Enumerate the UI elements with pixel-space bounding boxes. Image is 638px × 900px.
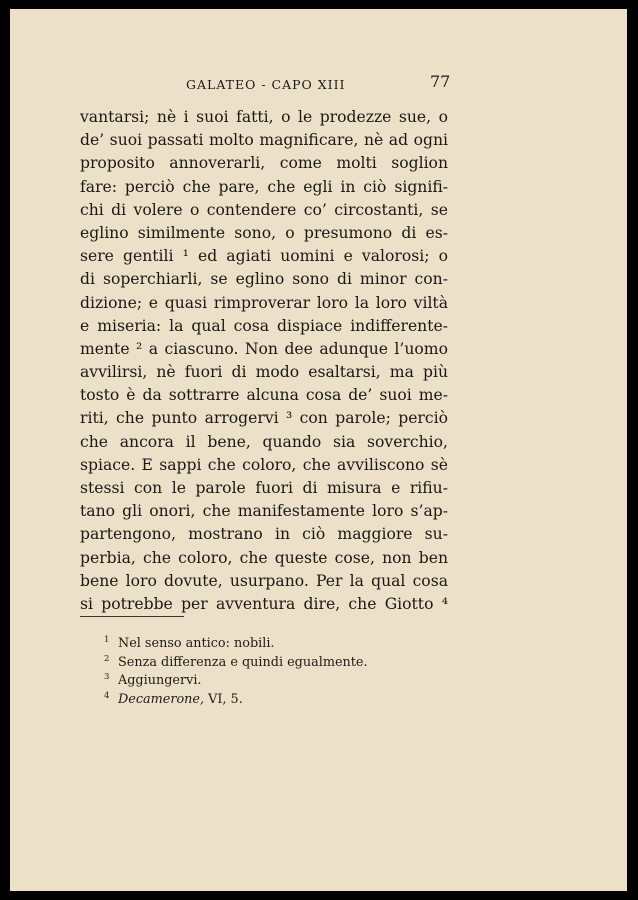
footnote-marker: 2 (104, 653, 110, 664)
footnotes (104, 631, 444, 705)
footnote-3 (104, 668, 444, 687)
footnote-text: Decamerone, (118, 691, 205, 707)
text-line: perbia, che coloro, che queste cose, non ben (80, 548, 448, 567)
footnote-text: Aggiungervi. (118, 673, 202, 689)
footnote-marker: 3 (104, 672, 110, 683)
text-line: bene loro dovute, usurpano. Per la qual cosa (80, 571, 448, 590)
footnote-marker: 4 (104, 690, 110, 701)
text-line: fare: perciò che pare, che egli in ciò signifi- (80, 177, 448, 196)
text-line: eglino similmente sono, o presumono di es- (80, 223, 448, 242)
body-text (80, 106, 448, 616)
text-line: che ancora il bene, quando sia soverchio, (80, 432, 448, 451)
running-title: GALATEO - CAPO XIII (186, 77, 346, 92)
text-line: si potrebbe per avventura dire, che Giotto ⁴ (80, 594, 448, 613)
text-line: di soperchiarli, se eglino sono di minor con- (80, 270, 448, 289)
text-line: avvilirsi, nè fuori di modo esaltarsi, ma più (80, 363, 448, 382)
page-number: 77 (430, 72, 451, 91)
text-line: partengono, mostrano in ciò maggiore su- (80, 525, 448, 544)
book-page (10, 9, 627, 891)
footnote-4 (104, 687, 444, 706)
footnote-1 (104, 631, 444, 650)
text-line: dizione; e quasi rimproverar loro la loro viltà (80, 293, 448, 312)
text-line: spiace. E sappi che coloro, che avviliscono sè (80, 455, 448, 474)
footnote-2 (104, 650, 444, 669)
footnote-suffix: VI, 5. (204, 691, 243, 707)
footnote-divider (80, 616, 184, 617)
text-line: mente ² a ciascuno. Non dee adunque l’uomo (80, 339, 448, 358)
text-line: tano gli onori, che manifestamente loro s’ap- (80, 502, 448, 521)
text-line: de’ suoi passati molto magnificare, nè ad ogni (80, 131, 448, 150)
footnote-text: Senza differenza e quindi egualmente. (118, 654, 368, 670)
text-line: proposito annoverarli, come molti soglion (80, 154, 448, 173)
text-line: stessi con le parole fuori di misura e rifiu- (80, 479, 448, 497)
text-line: e miseria: la qual cosa dispiace indifferente- (80, 316, 448, 335)
text-line: vantarsi; nè i suoi fatti, o le prodezze sue, o (80, 108, 448, 126)
text-line: tosto è da sottrarre alcuna cosa de’ suoi me- (80, 386, 448, 405)
footnote-text: Nel senso antico: nobili. (118, 636, 275, 651)
text-line: riti, che punto arrogervi ³ con parole; perciò (80, 409, 448, 428)
text-line: sere gentili ¹ ed agiati uomini e valorosi; o (80, 247, 448, 266)
footnote-marker: 1 (104, 635, 110, 645)
text-line: chi di volere o contendere co’ circostanti, se (80, 200, 448, 219)
